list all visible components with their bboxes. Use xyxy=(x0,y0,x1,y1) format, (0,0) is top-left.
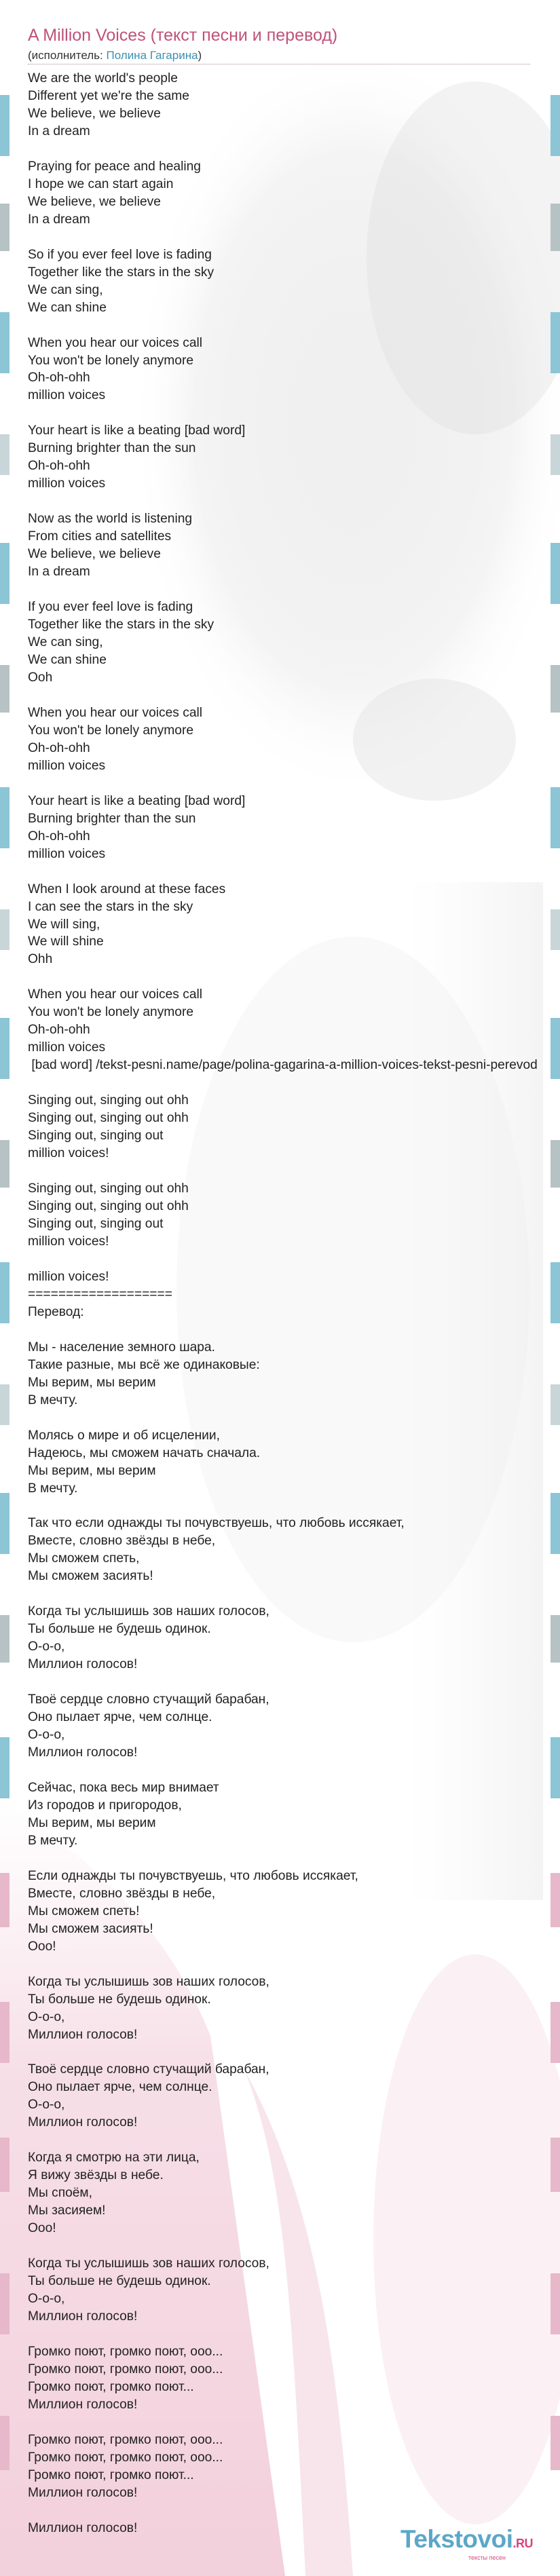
lyrics-line: Сейчас, пока весь мир внимает xyxy=(28,1780,219,1795)
lyrics-line: Молясь о мире и об исцелении, xyxy=(28,1428,220,1443)
lyrics-blank-line xyxy=(28,1497,560,1515)
lyrics-blank-line xyxy=(28,775,560,793)
lyrics-line: When I look around at these faces xyxy=(28,882,226,896)
lyrics-line: We will sing, xyxy=(28,917,100,932)
lyrics-line: Singing out, singing out ohh xyxy=(28,1111,189,1126)
lyrics-line: I can see the stars in the sky xyxy=(28,899,193,914)
lyrics-line: Singing out, singing out xyxy=(28,1129,164,1143)
lyrics-line: О-о-о, xyxy=(28,1728,65,1743)
lyrics-line: В мечту. xyxy=(28,1833,78,1848)
lyrics-line: Миллион голосов! xyxy=(28,2027,138,2042)
lyrics-line: Твоё сердце словно стучащий барабан, xyxy=(28,2062,269,2077)
lyrics-line: You won't be lonely anymore xyxy=(28,1005,194,1020)
lyrics-line: Миллион голосов! xyxy=(28,2309,138,2324)
lyrics-line: Singing out, singing out ohh xyxy=(28,1181,189,1196)
lyrics-line: Oh-oh-ohh xyxy=(28,459,90,474)
lyrics-line: Миллион голосов! xyxy=(28,2520,138,2535)
lyrics-line: Singing out, singing out ohh xyxy=(28,1093,189,1108)
lyrics-line: В мечту. xyxy=(28,1393,78,1407)
lyrics-blank-line xyxy=(28,1762,560,1779)
lyrics-line: Оно пылает ярче, чем солнце. xyxy=(28,2080,212,2095)
lyrics-line: Мы верим, мы верим xyxy=(28,1815,156,1830)
lyrics-line: Singing out, singing out ohh xyxy=(28,1199,189,1213)
lyrics-line: million voices xyxy=(28,388,106,403)
lyrics-line: О-о-о, xyxy=(28,2009,65,2024)
lyrics-line: Перевод: xyxy=(28,1304,84,1319)
lyrics-blank-line xyxy=(28,493,560,510)
lyrics-line: Из городов и пригородов, xyxy=(28,1798,182,1813)
performer-link[interactable]: Полина Гагарина xyxy=(106,49,198,62)
lyrics-blank-line xyxy=(28,1956,560,1973)
lyrics-blank-line xyxy=(28,2502,560,2520)
lyrics-line: Надеюсь, мы сможем начать сначала. xyxy=(28,1445,261,1460)
logo-text: Tekstovoi xyxy=(400,2525,513,2553)
performer-suffix: ) xyxy=(198,49,202,62)
lyrics-blank-line xyxy=(28,1850,560,1868)
lyrics-blank-line xyxy=(28,1673,560,1691)
lyrics-line: Ты больше не будешь одинок. xyxy=(28,1992,211,2007)
lyrics-line: О-о-о, xyxy=(28,2098,65,2113)
lyrics-line: You won't be lonely anymore xyxy=(28,723,194,738)
lyrics-line: Oh-oh-ohh xyxy=(28,1023,90,1038)
lyrics-line: Oh-oh-ohh xyxy=(28,829,90,844)
lyrics-blank-line xyxy=(28,863,560,881)
lyrics-blank-line xyxy=(28,968,560,986)
logo-suffix: .RU xyxy=(512,2537,533,2550)
lyrics-line: Burning brighter than the sun xyxy=(28,441,196,456)
lyrics-line: Миллион голосов! xyxy=(28,1657,138,1672)
lyrics-line: Ты больше не будешь одинок. xyxy=(28,1622,211,1637)
lyrics-line: Different yet we're the same xyxy=(28,88,189,103)
lyrics-line: Такие разные, мы всё же одинаковые: xyxy=(28,1357,260,1372)
lyrics-line: We will shine xyxy=(28,934,104,949)
lyrics-line: We believe, we believe xyxy=(28,547,161,562)
lyrics-line: Мы - население земного шара. xyxy=(28,1340,215,1355)
lyrics-line: In a dream xyxy=(28,212,90,227)
lyrics-line: So if you ever feel love is fading xyxy=(28,247,212,262)
lyrics-line: Мы верим, мы верим xyxy=(28,1375,156,1390)
lyrics-line: Когда я смотрю на эти лица, xyxy=(28,2151,200,2165)
lyrics-blank-line xyxy=(28,1585,560,1603)
lyrics-line: When you hear our voices call xyxy=(28,987,203,1002)
lyrics-line: million voices! xyxy=(28,1269,109,1284)
lyrics-line: We can shine xyxy=(28,300,107,315)
lyrics-line: Громко поют, громко поют, ооо... xyxy=(28,2432,223,2447)
lyrics-line: В мечту. xyxy=(28,1481,78,1496)
lyrics-line: Громко поют, громко поют, ооо... xyxy=(28,2344,223,2359)
lyrics-line: Ооо! xyxy=(28,2221,56,2236)
lyrics-line: Когда ты услышишь зов наших голосов, xyxy=(28,2256,269,2271)
lyrics-line: In a dream xyxy=(28,124,90,138)
lyrics-line: Когда ты услышишь зов наших голосов, xyxy=(28,1974,269,1989)
lyrics-blank-line xyxy=(28,1409,560,1427)
lyrics-line: Миллион голосов! xyxy=(28,1745,138,1760)
lyrics-line: Мы споём, xyxy=(28,2186,92,2201)
song-title: A Million Voices (текст песни и перевод) xyxy=(28,26,338,45)
site-logo[interactable] xyxy=(400,2525,533,2554)
lyrics-blank-line xyxy=(28,1074,560,1092)
lyrics-line: Если однажды ты почувствуешь, что любовь иссякает, xyxy=(28,1868,358,1883)
lyrics-line: Ты больше не будешь одинок. xyxy=(28,2274,211,2289)
lyrics-line: Так что если однажды ты почувствуешь, что любовь иссякает, xyxy=(28,1516,405,1531)
lyrics-line: Praying for peace and healing xyxy=(28,159,201,174)
lyrics-line: Together like the stars in the sky xyxy=(28,265,214,280)
lyrics-blank-line xyxy=(28,1321,560,1339)
lyrics-line: Ооо! xyxy=(28,1939,56,1954)
lyrics-blank-line xyxy=(28,317,560,335)
lyrics-line: We can shine xyxy=(28,652,107,667)
lyrics-blank-line xyxy=(28,2237,560,2255)
lyrics-line: [bad word] /tekst-pesni.name/page/polina-gagarina-a-million-voices-tekst-pesni-perevod xyxy=(28,1058,538,1073)
lyrics-line: Мы сможем засиять! xyxy=(28,1569,153,1584)
lyrics-line: Singing out, singing out xyxy=(28,1216,164,1231)
lyrics-line: Миллион голосов! xyxy=(28,2485,138,2500)
lyrics-line: million voices xyxy=(28,1040,106,1055)
lyrics-line: In a dream xyxy=(28,565,90,580)
lyrics-line: Миллион голосов! xyxy=(28,2115,138,2130)
lyrics-line: О-о-о, xyxy=(28,1640,65,1654)
lyrics-line: million voices! xyxy=(28,1234,109,1249)
lyrics-line: Your heart is like a beating [bad word] xyxy=(28,793,246,808)
lyrics-blank-line xyxy=(28,581,560,599)
lyrics-line: Now as the world is listening xyxy=(28,512,193,527)
lyrics-line: Оно пылает ярче, чем солнце. xyxy=(28,1710,212,1725)
lyrics-line: If you ever feel love is fading xyxy=(28,600,193,615)
lyrics-line: Мы сможем спеть! xyxy=(28,1903,140,1918)
lyrics-blank-line xyxy=(28,1251,560,1268)
lyrics-blank-line xyxy=(28,687,560,704)
lyrics-line: When you hear our voices call xyxy=(28,335,203,350)
lyrics-line: Oh-oh-ohh xyxy=(28,740,90,755)
logo-tagline: тексты песен xyxy=(468,2554,506,2561)
lyrics-line: Громко поют, громко поют, ооо... xyxy=(28,2362,223,2376)
lyrics-line: Вместе, словно звёзды в небе, xyxy=(28,1534,216,1549)
lyrics-line: Burning brighter than the sun xyxy=(28,811,196,826)
lyrics-line: million voices xyxy=(28,758,106,773)
lyrics-line: Oh-oh-ohh xyxy=(28,371,90,385)
performer-line xyxy=(28,49,202,62)
lyrics-line: Я вижу звёзды в небе. xyxy=(28,2168,164,2183)
lyrics-line: Your heart is like a beating [bad word] xyxy=(28,423,246,438)
lyrics-line: Твоё сердце словно стучащий барабан, xyxy=(28,1692,269,1707)
lyrics-line: You won't be lonely anymore xyxy=(28,353,194,368)
lyrics-blank-line xyxy=(28,2044,560,2062)
lyrics-line: Когда ты услышишь зов наших голосов, xyxy=(28,1604,269,1619)
lyrics-line: Громко поют, громко поют... xyxy=(28,2467,194,2482)
lyrics-line: million voices! xyxy=(28,1146,109,1161)
lyrics-line: We believe, we believe xyxy=(28,106,161,121)
lyrics-blank-line xyxy=(28,404,560,422)
lyrics-line: Мы засияем! xyxy=(28,2203,106,2218)
lyrics-line: million voices xyxy=(28,846,106,861)
lyrics-line: Мы сможем спеть, xyxy=(28,1551,140,1566)
lyrics-line: Громко поют, громко поют... xyxy=(28,2379,194,2394)
lyrics-line: Миллион голосов! xyxy=(28,2397,138,2412)
lyrics-line: Мы сможем засиять! xyxy=(28,1921,153,1936)
lyrics-line: Вместе, словно звёзды в небе, xyxy=(28,1886,216,1901)
lyrics-line: Together like the stars in the sky xyxy=(28,618,214,632)
lyrics-text xyxy=(28,70,560,2537)
lyrics-line: We can sing, xyxy=(28,635,103,649)
lyrics-blank-line xyxy=(28,2132,560,2149)
lyrics-line: million voices xyxy=(28,476,106,491)
lyrics-line: Ooh xyxy=(28,670,53,685)
lyrics-line: Ohh xyxy=(28,952,53,967)
lyrics-line: We are the world's people xyxy=(28,71,178,86)
lyrics-blank-line xyxy=(28,1162,560,1180)
lyrics-line: =================== xyxy=(28,1287,172,1302)
lyrics-line: From cities and satellites xyxy=(28,529,172,544)
lyrics-line: We can sing, xyxy=(28,282,103,297)
lyrics-blank-line xyxy=(28,2414,560,2431)
lyrics-line: Мы верим, мы верим xyxy=(28,1463,156,1478)
lyrics-blank-line xyxy=(28,229,560,246)
lyrics-line: О-о-о, xyxy=(28,2292,65,2307)
lyrics-line: We believe, we believe xyxy=(28,194,161,209)
lyrics-blank-line xyxy=(28,140,560,158)
lyrics-line: When you hear our voices call xyxy=(28,705,203,720)
performer-prefix: (исполнитель: xyxy=(28,49,107,62)
lyrics-line: Громко поют, громко поют, ооо... xyxy=(28,2450,223,2465)
lyrics-line: I hope we can start again xyxy=(28,176,174,191)
lyrics-blank-line xyxy=(28,2326,560,2343)
